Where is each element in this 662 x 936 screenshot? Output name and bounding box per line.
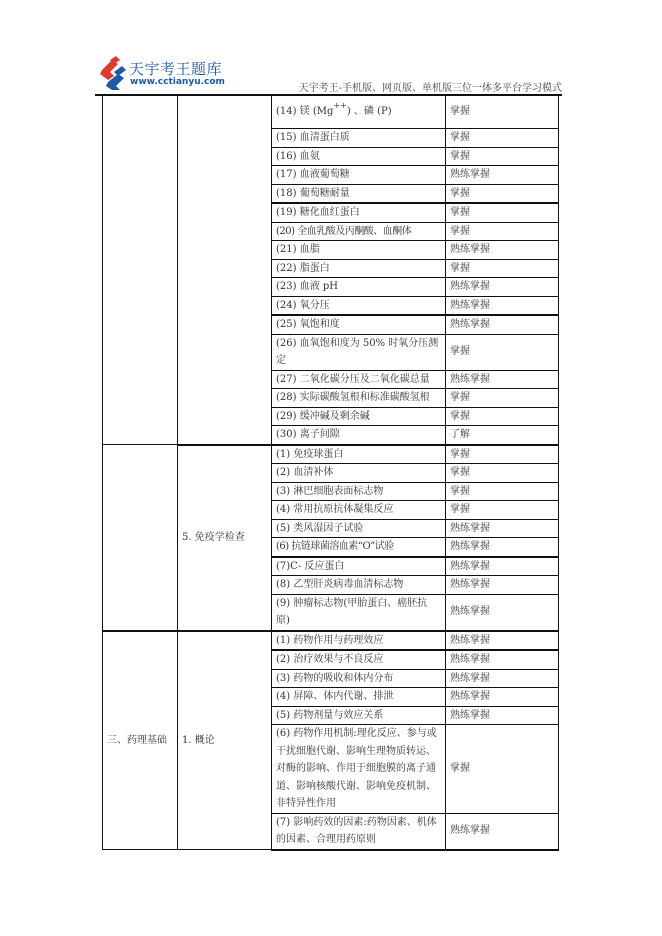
item-cell: (1) 药物作用与药理效应 [272,631,446,651]
level-cell: 熟练掌握 [446,650,559,669]
level-cell: 掌握 [446,203,559,222]
item-cell: (17) 血液葡萄糖 [272,166,446,185]
item-cell: (22) 脂蛋白 [272,259,446,278]
level-cell: 掌握 [446,259,559,278]
site-logo[interactable] [98,56,238,92]
level-cell: 熟练掌握 [446,315,559,334]
item-cell: (27) 二氧化碳分压及二氧化碳总量 [272,370,446,389]
level-cell: 掌握 [446,482,559,501]
item-cell: (1) 免疫球蛋白 [272,445,446,464]
table-row [103,631,559,651]
level-cell: 熟练掌握 [446,576,559,595]
table-row [103,96,559,129]
item-cell: (8) 乙型肝炎病毒血清标志物 [272,576,446,595]
unit-cell [178,96,272,445]
item-cell: (7)C- 反应蛋白 [272,557,446,576]
level-cell: 掌握 [446,725,559,814]
table-row [103,445,559,464]
level-cell: 掌握 [446,445,559,464]
level-cell: 熟练掌握 [446,538,559,557]
level-cell: 掌握 [446,129,559,148]
level-cell: 熟练掌握 [446,166,559,185]
item-cell: (2) 血清补体 [272,464,446,483]
section-cell [103,445,178,631]
item-cell: (14) 镁 (Mg++) 、磷 (P) [272,96,446,129]
item-cell: (9) 肿瘤标志物(甲胎蛋白、癌胚抗原) [272,594,446,631]
item-cell: (24) 氧分压 [272,296,446,315]
item-cell: (21) 血脂 [272,241,446,260]
level-cell: 熟练掌握 [446,631,559,651]
section-cell [103,96,178,445]
level-cell: 掌握 [446,184,559,203]
item-cell: (2) 治疗效果与不良反应 [272,650,446,669]
logo-mark-icon [98,56,126,90]
level-cell: 掌握 [446,464,559,483]
level-cell: 熟练掌握 [446,688,559,707]
level-cell: 掌握 [446,407,559,426]
item-cell: (16) 血氨 [272,147,446,166]
item-cell: (6) 药物作用机制:理化反应、参与或干扰细胞代谢、影响生理物质转运、对酶的影响、作用于细胞膜的离子通道、影响核酸代谢、影响免疫机制、非特异性作用 [272,725,446,814]
item-cell: (26) 血氧饱和度为 50% 时氧分压测定 [272,334,446,370]
level-cell: 掌握 [446,334,559,370]
item-cell: (6) 抗链球菌溶血素“O”试验 [272,538,446,557]
level-cell: 熟练掌握 [446,706,559,725]
item-cell: (29) 缓冲碱及剩余碱 [272,407,446,426]
item-cell: (19) 糖化血红蛋白 [272,203,446,222]
item-cell: (30) 离子间隙 [272,426,446,445]
item-cell: (3) 淋巴细胞表面标志物 [272,482,446,501]
level-cell: 熟练掌握 [446,278,559,297]
level-cell: 熟练掌握 [446,557,559,576]
item-cell: (5) 药物剂量与效应关系 [272,706,446,725]
level-cell: 熟练掌握 [446,594,559,631]
unit-cell: 5. 免疫学检查 [178,445,272,631]
unit-cell: 1. 概论 [178,631,272,850]
level-cell: 掌握 [446,96,559,129]
item-cell: (4) 屏障、体内代谢、排泄 [272,688,446,707]
item-cell: (5) 类风湿因子试验 [272,519,446,538]
item-cell: (28) 实际碳酸氢根和标准碳酸氢根 [272,389,446,408]
item-cell: (3) 药物的吸收和体内分布 [272,669,446,688]
level-cell: 熟练掌握 [446,813,559,850]
header-slogan: 天宇考王-手机版、网页版、单机版三位一体多平台学习模式 [298,83,562,94]
item-cell: (4) 常用抗原抗体凝集反应 [272,501,446,520]
logo-url: www.cctianyu.com [130,77,225,87]
level-cell: 熟练掌握 [446,669,559,688]
item-cell: (15) 血清蛋白质 [272,129,446,148]
level-cell: 掌握 [446,501,559,520]
level-cell: 熟练掌握 [446,370,559,389]
level-cell: 熟练掌握 [446,241,559,260]
item-cell: (18) 葡萄糖耐量 [272,184,446,203]
item-cell: (23) 血液 pH [272,278,446,297]
level-cell: 掌握 [446,222,559,241]
level-cell: 熟练掌握 [446,519,559,538]
item-cell: (7) 影响药效的因素:药物因素、机体的因素、合理用药原则 [272,813,446,850]
level-cell: 熟练掌握 [446,296,559,315]
level-cell: 掌握 [446,147,559,166]
item-cell: (25) 氧饱和度 [272,315,446,334]
item-cell: (20) 全血乳酸及丙酮酸、血酮体 [272,222,446,241]
logo-title: 天宇考王题库 [129,60,223,78]
section-cell: 三、药理基础 [103,631,178,850]
level-cell: 了解 [446,426,559,445]
level-cell: 掌握 [446,389,559,408]
syllabus-table [102,95,559,851]
